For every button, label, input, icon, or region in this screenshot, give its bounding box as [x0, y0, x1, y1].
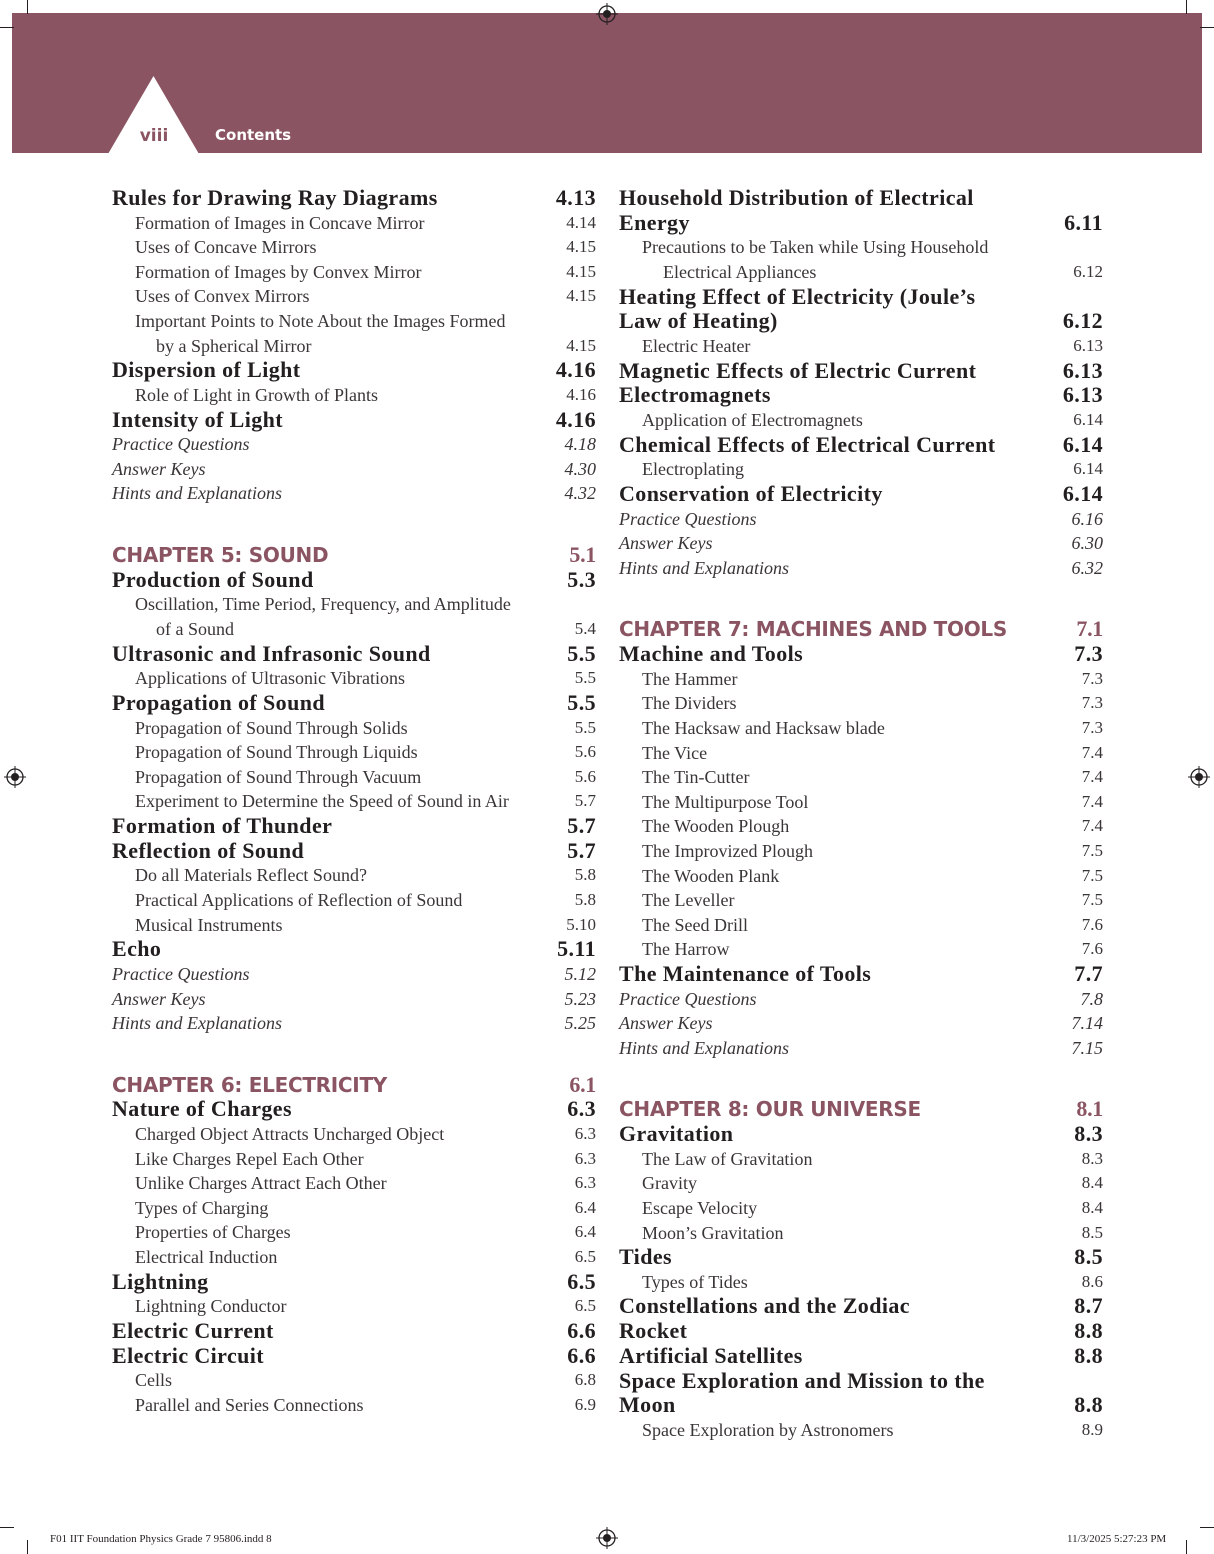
toc-entry: [112, 1319, 596, 1344]
crop-mark: [27, 0, 28, 14]
toc-entry-title: Answer Keys: [112, 988, 206, 1009]
toc-entry: [112, 642, 596, 667]
toc-entry-page: 4.15: [566, 286, 596, 306]
toc-entry: [112, 839, 596, 864]
toc-entry: [619, 507, 1103, 532]
toc-entry-title: The Law of Gravitation: [642, 1148, 813, 1169]
toc-entry-title: CHAPTER 8: OUR UNIVERSE: [619, 1097, 921, 1122]
toc-entry-title: The Multipurpose Tool: [642, 791, 809, 812]
toc-entry-title: Charged Object Attracts Uncharged Object: [135, 1124, 445, 1145]
toc-entry: [619, 1036, 1103, 1061]
toc-entry: [619, 1011, 1103, 1036]
toc-entry-page: 5.12: [564, 963, 596, 984]
toc-entry: [112, 1011, 596, 1036]
crop-mark: [1186, 0, 1187, 14]
toc-entry-title: Propagation of Sound Through Solids: [135, 717, 408, 738]
toc-entry: [619, 937, 1103, 962]
toc-entry-title: Hints and Explanations: [619, 557, 789, 578]
toc-entry: [619, 1418, 1103, 1443]
toc-entry-title: Machine and Tools: [619, 641, 804, 667]
toc-entry-page: 8.8: [1074, 1318, 1103, 1344]
toc-entry-title: Chemical Effects of Electrical Current: [619, 431, 996, 457]
page-folio: viii: [139, 126, 169, 146]
toc-entry-page: 7.4: [1081, 791, 1103, 811]
toc-entry-page: 7.6: [1081, 914, 1103, 934]
toc-entry: [619, 765, 1103, 790]
toc-entry-title: Heating Effect of Electricity (Joule’s Law of Heating): [619, 283, 976, 334]
toc-entry: [112, 1344, 596, 1369]
toc-entry: [619, 1294, 1103, 1319]
toc-entry: [112, 913, 596, 938]
registration-mark-icon: [4, 766, 26, 788]
toc-entry-page: 4.16: [555, 406, 596, 432]
chapter-heading: [619, 617, 1103, 642]
toc-entry-title: The Harrow: [642, 939, 730, 960]
toc-entry-page: 4.15: [566, 335, 596, 355]
toc-entry: [619, 556, 1103, 581]
toc-entry-title: Hints and Explanations: [112, 483, 282, 504]
toc-entry-page: 6.5: [574, 1296, 596, 1316]
toc-entry: [619, 888, 1103, 913]
toc-entry-page: 6.3: [574, 1148, 596, 1168]
toc-entry-title: Rocket: [619, 1318, 688, 1344]
toc-entry-page: 6.14: [1062, 480, 1103, 506]
toc-entry-page: 7.6: [1081, 939, 1103, 959]
toc-entry: [619, 433, 1103, 458]
toc-entry-page: 8.1: [1076, 1096, 1103, 1122]
toc-entry: [619, 642, 1103, 667]
toc-entry-page: 5.5: [574, 717, 596, 737]
toc-entry-page: 7.1: [1076, 616, 1103, 642]
toc-entry: [619, 1319, 1103, 1344]
toc-entry-page: 7.3: [1081, 693, 1103, 713]
toc-entry-page: 8.9: [1081, 1419, 1103, 1439]
registration-mark-icon: [596, 3, 618, 25]
toc-entry-page: 4.13: [555, 185, 596, 210]
toc-entry-title: Propagation of Sound: [112, 689, 325, 715]
toc-entry-page: 4.15: [566, 261, 596, 281]
toc-entry: [619, 1147, 1103, 1172]
toc-entry: [112, 888, 596, 913]
toc-entry-title: Household Distribution of Electrical Energy: [619, 185, 974, 235]
toc-entry-title: Intensity of Light: [112, 406, 283, 432]
toc-entry-title: Types of Charging: [135, 1197, 269, 1218]
toc-entry-page: 7.4: [1081, 767, 1103, 787]
toc-entry: [112, 740, 596, 765]
toc-entry: [112, 765, 596, 790]
toc-entry-page: 6.4: [574, 1197, 596, 1217]
toc-entry-title: Nature of Charges: [112, 1096, 292, 1122]
toc-entry-page: 8.6: [1081, 1271, 1103, 1291]
toc-entry-page: 5.4: [574, 619, 596, 639]
toc-entry-page: 6.3: [574, 1173, 596, 1193]
toc-entry-title: Parallel and Series Connections: [135, 1394, 364, 1415]
toc-entry-title: The Leveller: [642, 890, 735, 911]
toc-entry: [112, 1171, 596, 1196]
toc-entry: [112, 987, 596, 1012]
toc-entry-page: 8.4: [1081, 1197, 1103, 1217]
toc-entry-title: Reflection of Sound: [112, 837, 305, 863]
toc-entry: [112, 481, 596, 506]
toc-entry-title: The Hacksaw and Hacksaw blade: [642, 717, 885, 738]
toc-entry: [619, 987, 1103, 1012]
toc-entry: [619, 864, 1103, 889]
toc-entry-page: 7.7: [1074, 960, 1103, 986]
toc-entry-title: Practical Applications of Reflection of Sound: [135, 890, 463, 911]
toc-left-column: [112, 186, 596, 1418]
toc-entry: [112, 691, 596, 716]
toc-entry-page: 6.32: [1071, 557, 1103, 578]
toc-entry-title: Electroplating: [642, 459, 744, 480]
toc-entry: [112, 235, 596, 260]
toc-entry-title: Echo: [112, 936, 162, 962]
toc-entry: [619, 1196, 1103, 1221]
toc-entry-page: 8.3: [1074, 1121, 1103, 1147]
toc-entry-title: Constellations and the Zodiac: [619, 1293, 910, 1319]
toc-entry-title: The Wooden Plank: [642, 865, 780, 886]
toc-entry-title: Do all Materials Reflect Sound?: [135, 865, 367, 886]
toc-entry-title: The Vice: [642, 742, 708, 763]
toc-entry-title: The Tin-Cutter: [642, 767, 750, 788]
toc-entry-title: Cells: [135, 1370, 173, 1391]
toc-entry-title: Electrical Induction: [135, 1247, 278, 1268]
toc-entry-page: 6.9: [574, 1394, 596, 1414]
toc-entry-page: 8.5: [1074, 1244, 1103, 1270]
toc-entry-title: Experiment to Determine the Speed of Sound in Air: [135, 791, 509, 812]
toc-entry-title: The Seed Drill: [642, 914, 748, 935]
toc-entry-page: 8.8: [1074, 1342, 1103, 1368]
toc-entry-title: Rules for Drawing Ray Diagrams: [112, 185, 438, 210]
toc-entry: [619, 1369, 1103, 1418]
footer-timestamp: 11/3/2025 5:27:23 PM: [1067, 1533, 1167, 1545]
toc-entry-page: 7.8: [1080, 988, 1103, 1009]
toc-entry-page: 6.6: [567, 1317, 596, 1343]
toc-entry-title: The Wooden Plough: [642, 816, 790, 837]
toc-entry-page: 4.30: [564, 458, 596, 479]
toc-entry: [619, 482, 1103, 507]
toc-entry: [112, 1196, 596, 1221]
toc-entry: [112, 260, 596, 285]
toc-entry: [619, 1221, 1103, 1246]
toc-entry: [112, 309, 596, 358]
toc-entry-title: Formation of Thunder: [112, 813, 333, 839]
toc-entry-page: 5.10: [566, 914, 596, 934]
toc-entry-title: Role of Light in Growth of Plants: [135, 384, 378, 405]
toc-entry-page: 8.5: [1081, 1222, 1103, 1242]
toc-entry-title: The Hammer: [642, 668, 738, 689]
chapter-heading: [112, 1073, 596, 1098]
toc-entry: [619, 408, 1103, 433]
toc-entry-title: CHAPTER 6: ELECTRICITY: [112, 1072, 387, 1097]
toc-entry-page: 7.3: [1074, 641, 1103, 667]
toc-entry-page: 5.3: [567, 566, 596, 592]
toc-entry-title: Precautions to be Taken while Using Household Electrical Appliances: [642, 237, 989, 282]
toc-entry: [619, 814, 1103, 839]
toc-entry: [112, 408, 596, 433]
chapter-heading: [112, 543, 596, 568]
toc-entry: [112, 962, 596, 987]
toc-entry-title: The Maintenance of Tools: [619, 960, 872, 986]
toc-entry-title: The Dividers: [642, 693, 737, 714]
toc-entry-title: The Improvized Plough: [642, 840, 813, 861]
toc-entry-page: 4.16: [555, 357, 596, 383]
toc-entry-title: CHAPTER 7: MACHINES AND TOOLS: [619, 617, 1007, 642]
toc-entry-title: Formation of Images in Concave Mirror: [135, 212, 425, 233]
toc-entry-page: 6.14: [1073, 459, 1103, 479]
toc-entry-page: 5.8: [574, 890, 596, 910]
toc-entry-title: Properties of Charges: [135, 1222, 291, 1243]
toc-entry-page: 5.11: [557, 936, 596, 962]
toc-entry: [619, 1270, 1103, 1295]
toc-entry: [619, 913, 1103, 938]
toc-entry-page: 6.3: [574, 1124, 596, 1144]
toc-entry: [112, 1122, 596, 1147]
toc-entry: [112, 666, 596, 691]
toc-entry-page: 6.5: [574, 1247, 596, 1267]
toc-entry: [619, 839, 1103, 864]
toc-entry-page: 5.5: [574, 668, 596, 688]
toc-entry: [619, 235, 1103, 284]
toc-entry-page: 6.8: [574, 1370, 596, 1390]
toc-entry-title: CHAPTER 5: SOUND: [112, 543, 329, 568]
toc-entry: [112, 592, 596, 641]
toc-entry-page: 8.8: [1074, 1392, 1103, 1418]
toc-entry-page: 5.6: [574, 742, 596, 762]
toc-entry-page: 6.13: [1062, 382, 1103, 408]
toc-entry: [112, 1294, 596, 1319]
header-band: [12, 13, 1202, 153]
toc-entry-page: 7.3: [1081, 717, 1103, 737]
toc-entry: [619, 1122, 1103, 1147]
toc-entry-page: 5.7: [567, 813, 596, 839]
toc-entry-page: 7.5: [1081, 890, 1103, 910]
toc-entry-page: 6.4: [574, 1222, 596, 1242]
toc-entry: [619, 359, 1103, 384]
toc-entry: [112, 457, 596, 482]
toc-entry-title: Applications of Ultrasonic Vibrations: [135, 668, 406, 689]
toc-entry-title: Unlike Charges Attract Each Other: [135, 1173, 387, 1194]
toc-entry: [112, 789, 596, 814]
toc-entry: [112, 1220, 596, 1245]
toc-entry-title: Answer Keys: [619, 1013, 713, 1034]
toc-entry-title: Practice Questions: [112, 963, 250, 984]
toc-entry-title: Ultrasonic and Infrasonic Sound: [112, 640, 431, 666]
toc-entry: [112, 1368, 596, 1393]
toc-entry-page: 4.14: [566, 212, 596, 232]
toc-entry-title: Escape Velocity: [642, 1197, 758, 1218]
toc-entry-page: 6.11: [1064, 209, 1103, 235]
toc-entry-page: 6.13: [1062, 357, 1103, 383]
toc-entry-page: 6.6: [567, 1342, 596, 1368]
toc-entry-title: Dispersion of Light: [112, 357, 301, 383]
toc-entry: [112, 814, 596, 839]
crop-mark: [1200, 27, 1214, 28]
toc-entry-title: Application of Electromagnets: [642, 410, 863, 430]
toc-entry-title: Propagation of Sound Through Vacuum: [135, 766, 422, 787]
crop-mark: [1186, 1540, 1187, 1554]
toc-entry-title: Space Exploration by Astronomers: [642, 1419, 894, 1440]
toc-entry-title: Electromagnets: [619, 382, 771, 408]
toc-entry: [619, 383, 1103, 408]
toc-entry-page: 5.7: [574, 791, 596, 811]
running-head: Contents: [215, 126, 292, 144]
toc-entry: [112, 1393, 596, 1418]
toc-entry-title: Gravity: [642, 1173, 697, 1194]
crop-mark: [1200, 1527, 1214, 1528]
toc-entry: [619, 1344, 1103, 1369]
toc-entry-title: Hints and Explanations: [619, 1037, 789, 1058]
chapter-heading: [619, 1097, 1103, 1122]
toc-entry: [112, 568, 596, 593]
toc-entry: [619, 285, 1103, 334]
toc-entry: [112, 716, 596, 741]
toc-entry-page: 6.5: [567, 1268, 596, 1294]
registration-mark-icon: [1188, 766, 1210, 788]
toc-entry: [619, 531, 1103, 556]
toc-entry-title: Lightning Conductor: [135, 1296, 287, 1317]
footer-slug: F01 IIT Foundation Physics Grade 7 95806.indd 8: [50, 1533, 272, 1545]
toc-entry-title: Electric Heater: [642, 336, 751, 356]
toc-entry-title: Conservation of Electricity: [619, 480, 883, 506]
toc-entry: [112, 1097, 596, 1122]
toc-entry-page: 8.3: [1081, 1148, 1103, 1168]
toc-entry-title: Practice Questions: [619, 508, 757, 529]
toc-entry: [112, 937, 596, 962]
toc-entry: [112, 863, 596, 888]
toc-entry: [112, 358, 596, 383]
toc-entry-title: Tides: [619, 1244, 672, 1270]
toc-entry-page: 7.4: [1081, 816, 1103, 836]
toc-entry-page: 6.13: [1073, 336, 1103, 355]
toc-entry-title: Uses of Convex Mirrors: [135, 286, 310, 307]
toc-entry-page: 5.7: [567, 837, 596, 863]
toc-entry: [619, 741, 1103, 766]
toc-entry-title: Important Points to Note About the Images Formed by a Spherical Mirror: [135, 311, 506, 356]
toc-entry: [619, 962, 1103, 987]
toc-entry-title: Hints and Explanations: [112, 1013, 282, 1034]
toc-entry-title: Musical Instruments: [135, 914, 283, 935]
crop-mark: [0, 1527, 14, 1528]
toc-entry-page: 5.25: [564, 1013, 596, 1034]
toc-entry-page: 7.3: [1081, 668, 1103, 688]
toc-entry-page: 6.14: [1062, 431, 1103, 457]
toc-entry-title: Like Charges Repel Each Other: [135, 1148, 364, 1169]
toc-entry-page: 8.4: [1081, 1173, 1103, 1193]
registration-mark-icon: [596, 1527, 618, 1549]
toc-entry-title: Magnetic Effects of Electric Current: [619, 357, 977, 383]
toc-entry-title: Production of Sound: [112, 566, 314, 592]
crop-mark: [0, 27, 14, 28]
toc-entry-title: Formation of Images by Convex Mirror: [135, 261, 422, 282]
toc-entry-page: 5.23: [564, 988, 596, 1009]
toc-entry-page: 7.5: [1081, 840, 1103, 860]
toc-entry-page: 5.6: [574, 766, 596, 786]
toc-entry-title: Answer Keys: [112, 458, 206, 479]
toc-entry-page: 7.5: [1081, 865, 1103, 885]
toc-entry-title: Practice Questions: [619, 988, 757, 1009]
toc-entry-page: 6.16: [1071, 508, 1103, 529]
toc-entry: [112, 1147, 596, 1172]
toc-entry: [112, 383, 596, 408]
toc-entry: [619, 790, 1103, 815]
toc-entry-page: 7.15: [1071, 1037, 1103, 1058]
toc-entry-page: 4.32: [564, 483, 596, 504]
toc-entry-title: Electric Circuit: [112, 1342, 264, 1368]
toc-entry-page: 7.14: [1071, 1013, 1103, 1034]
toc-entry-page: 6.1: [569, 1071, 596, 1097]
toc-right-column: [619, 186, 1103, 1443]
toc-entry-title: Lightning: [112, 1268, 209, 1294]
toc-entry-page: 6.14: [1073, 410, 1103, 429]
toc-entry: [619, 457, 1103, 482]
toc-entry-title: Oscillation, Time Period, Frequency, and Amplitude of a Sound: [135, 594, 511, 640]
toc-entry-title: Propagation of Sound Through Liquids: [135, 742, 418, 763]
toc-entry-page: 5.8: [574, 865, 596, 885]
toc-entry: [619, 334, 1103, 359]
toc-entry-page: 6.30: [1071, 533, 1103, 554]
toc-entry-title: Electric Current: [112, 1317, 274, 1343]
toc-entry: [619, 1245, 1103, 1270]
toc-entry: [619, 691, 1103, 716]
toc-entry-title: Artificial Satellites: [619, 1342, 803, 1368]
toc-entry-page: 8.7: [1074, 1293, 1103, 1319]
toc-entry-page: 4.15: [566, 237, 596, 257]
toc-entry-page: 5.1: [569, 542, 596, 568]
toc-entry: [619, 716, 1103, 741]
toc-entry: [112, 284, 596, 309]
toc-entry-title: Gravitation: [619, 1121, 734, 1147]
toc-entry-title: Types of Tides: [642, 1271, 748, 1292]
toc-entry-page: 7.4: [1081, 742, 1103, 762]
toc-entry-page: 4.16: [566, 384, 596, 404]
toc-entry-title: Moon’s Gravitation: [642, 1222, 784, 1243]
toc-entry: [112, 1245, 596, 1270]
crop-mark: [27, 1540, 28, 1554]
toc-entry-page: 6.12: [1062, 308, 1103, 334]
toc-entry-title: Practice Questions: [112, 434, 250, 455]
toc-entry: [112, 1270, 596, 1295]
toc-entry: [619, 667, 1103, 692]
toc-entry: [619, 1171, 1103, 1196]
toc-entry-title: Uses of Concave Mirrors: [135, 237, 317, 258]
toc-entry-title: Answer Keys: [619, 533, 713, 554]
toc-entry-title: Space Exploration and Mission to the Moon: [619, 1367, 985, 1418]
toc-entry-page: 4.18: [564, 434, 596, 455]
toc-entry: [112, 186, 596, 211]
toc-entry-page: 6.3: [567, 1096, 596, 1122]
toc-entry-page: 5.5: [567, 689, 596, 715]
toc-entry: [112, 211, 596, 236]
toc-entry-page: 6.12: [1073, 262, 1103, 281]
toc-entry: [619, 186, 1103, 235]
toc-entry-page: 5.5: [567, 640, 596, 666]
toc-entry: [112, 432, 596, 457]
